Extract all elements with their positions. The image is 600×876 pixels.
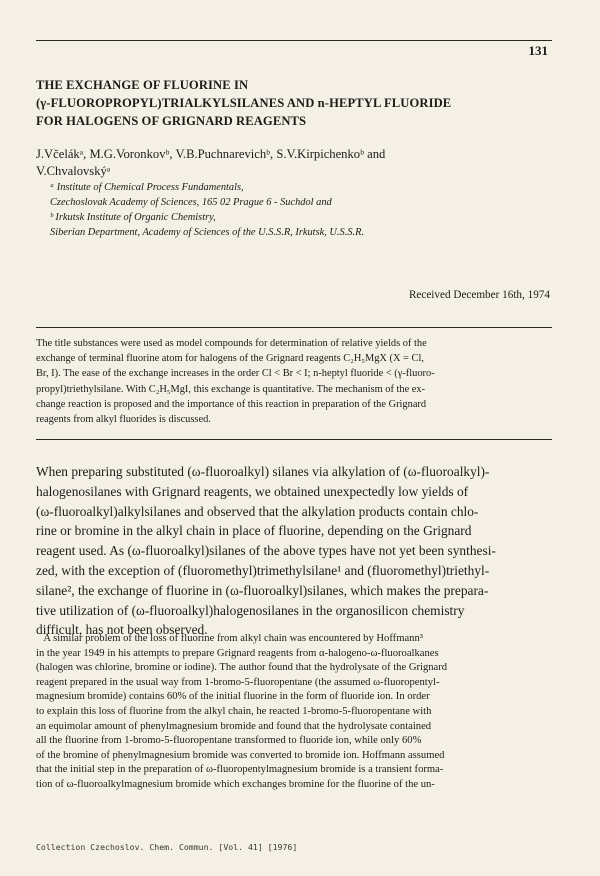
title-line: THE EXCHANGE OF FLUORINE IN	[36, 78, 249, 92]
body-line: reagent used. As (ω-fluoroalkyl)silanes of the above types have not yet been synthesi-	[36, 543, 496, 559]
body-line: tion of ω-fluoroalkylmagnesium bromide which exchanges bromine for the fluorine of the un-	[36, 778, 435, 790]
abstract-line: reagents from alkyl fluorides is discussed.	[36, 414, 211, 426]
body-line: all the fluorine from 1-bromo-5-fluoropentane transformed to fluoride ion, while only 60%	[36, 735, 422, 747]
body-line: halogenosilanes with Grignard reagents, we obtained unexpectedly low yields of	[36, 483, 469, 499]
body-line: magnesium bromide) contains 60% of the initial fluorine in the form of fluoride ion. In order	[36, 691, 430, 703]
page-number: 131	[528, 43, 548, 58]
title-line: (γ-FLUOROPROPYL)TRIALKYLSILANES AND n-HEPTYL FLUORIDE	[36, 96, 452, 110]
abstract-top-rule	[36, 327, 552, 328]
abstract-line: propyl)triethylsilane. With C₂H₅MgI, this exchange is quantitative. The mechanism of the ex-	[36, 383, 426, 395]
header-rule	[36, 40, 552, 41]
body-line: to explain this loss of fluorine from the alkyl chain, he reacted 1-bromo-5-fluoropentane with	[36, 705, 432, 717]
abstract-line: change reaction is proposed and the importance of this reaction in preparation of the Grignard	[36, 398, 427, 410]
intro-paragraph	[36, 462, 556, 640]
abstract	[36, 336, 554, 427]
body-line: of the bromine of phenylmagnesium bromide was converted to bromide ion. Hoffmann assumed	[36, 749, 445, 761]
author-line: V.Chvalovskýᵃ	[36, 164, 111, 178]
affiliation-line: Siberian Department, Academy of Sciences of the U.S.S.R, Irkutsk, U.S.S.R.	[50, 227, 365, 238]
body-line: (halogen was chlorine, bromine or iodine). The author found that the hydrolysate of the Grignard	[36, 662, 448, 674]
second-paragraph	[36, 632, 556, 793]
abstract-line: Br, I). The ease of the exchange increases in the order Cl < Br < I; n-heptyl fluoride < (γ-fluoro-	[36, 368, 435, 380]
author-list	[36, 146, 566, 180]
body-line: zed, with the exception of (fluoromethyl)trimethylsilane¹ and (fluoromethyl)triethyl-	[36, 562, 490, 578]
journal-footer: Collection Czechoslov. Chem. Commun. [Vol. 41] [1976]	[36, 842, 298, 852]
body-line: tive utilization of (ω-fluoroalkyl)halogenosilanes in the organosilicon chemistry	[36, 602, 465, 618]
body-line: When preparing substituted (ω-fluoroalkyl) silanes via alkylation of (ω-fluoroalkyl)-	[36, 464, 490, 479]
affiliation-line: ᵇ Irkutsk Institute of Organic Chemistry,	[50, 212, 216, 223]
affiliations	[50, 180, 570, 240]
body-line: rine or bromine in the alkyl chain in place of fluorine, depending on the Grignard	[36, 523, 472, 539]
body-line: (ω-fluoroalkyl)alkylsilanes and observed that the alkylation products contain chlo-	[36, 503, 479, 519]
title-line: FOR HALOGENS OF GRIGNARD REAGENTS	[36, 114, 307, 128]
abstract-bottom-rule	[36, 439, 552, 440]
abstract-line: exchange of terminal fluorine atom for halogens of the Grignard reagents C₂H₅MgX (X = Cl,	[36, 353, 424, 365]
affiliation-line: ᵃ Institute of Chemical Process Fundamentals,	[50, 182, 244, 193]
received-date: Received December 16th, 1974	[408, 289, 550, 301]
article-title	[36, 76, 556, 130]
body-line: that the initial step in the preparation of ω-fluoropentylmagnesium bromide is a transient forma-	[36, 764, 444, 776]
body-line: silane², the exchange of fluorine in (ω-fluoroalkyl)silanes, which makes the prepara-	[36, 582, 489, 598]
abstract-line: The title substances were used as model compounds for determination of relative yields of the	[36, 338, 427, 349]
affiliation-line: Czechoslovak Academy of Sciences, 165 02 Prague 6 - Suchdol and	[50, 197, 332, 208]
body-line: an equimolar amount of phenylmagnesium bromide and found that the hydrolysate contained	[36, 720, 432, 732]
body-line: A similar problem of the loss of fluorine from alkyl chain was encountered by Hoffmann³	[36, 633, 423, 644]
body-line: reagent prepared in the usual way from 1-bromo-5-fluoropentane (the assumed ω-fluoropentyl-	[36, 676, 440, 688]
body-line: difficult, has not been observed.	[36, 622, 208, 638]
author-line: J.Včelákᵃ, M.G.Voronkovᵇ, V.B.Puchnarevichᵇ, S.V.Kirpichenkoᵇ and	[36, 147, 386, 161]
body-line: in the year 1949 in his attempts to prepare Grignard reagents from α-halogeno-ω-fluoroalkanes	[36, 647, 439, 659]
